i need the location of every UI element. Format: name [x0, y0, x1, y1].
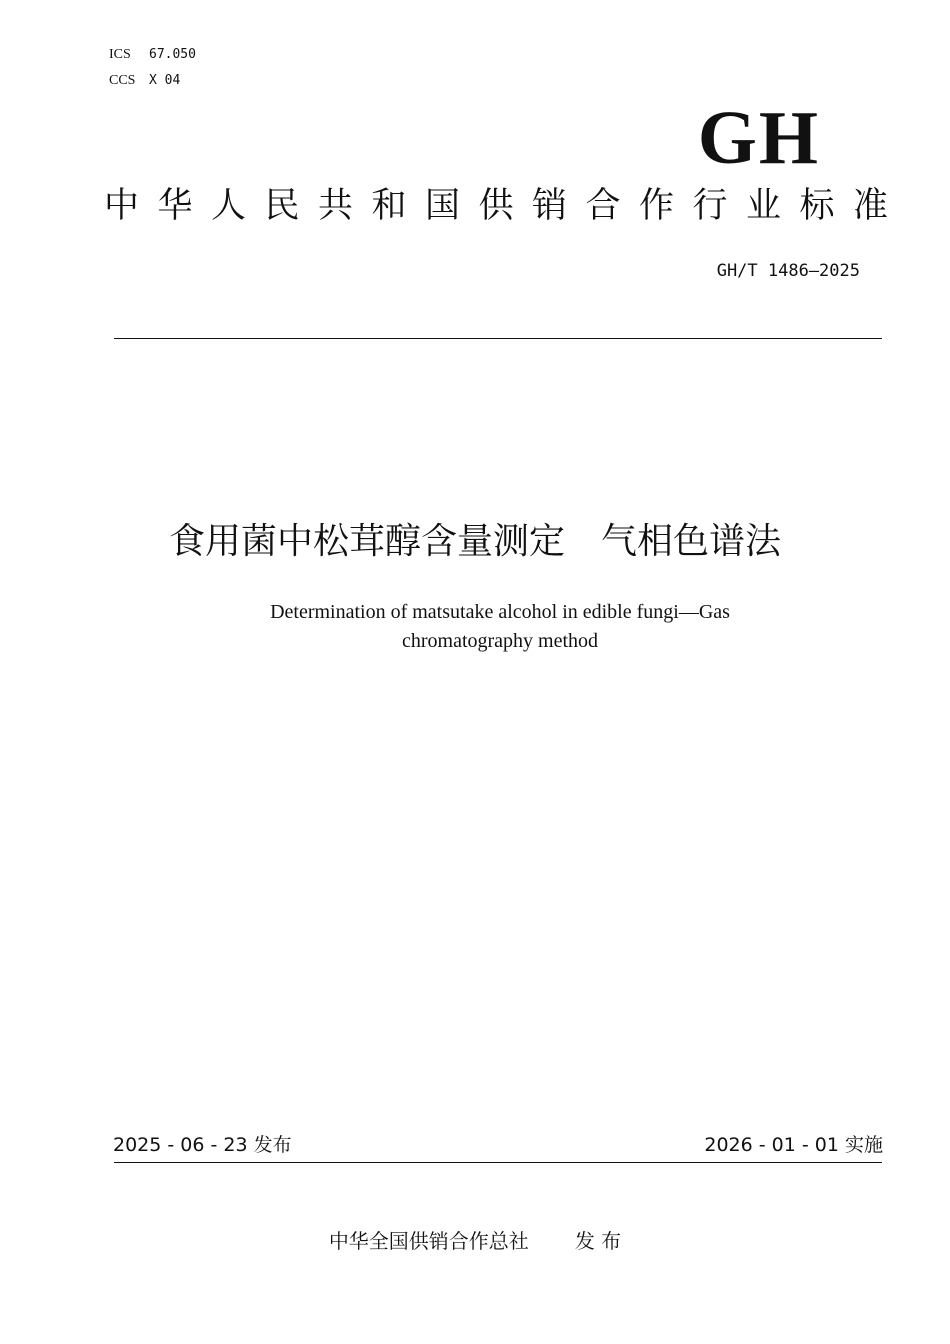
title-english-line1: Determination of matsutake alcohol in edible fungi—Gas: [270, 601, 730, 623]
publisher-name: 中华全国供销合作总社: [328, 1229, 529, 1253]
ics-label: ICS: [109, 47, 131, 62]
ccs-classification: [109, 72, 180, 89]
publisher: [0, 1227, 950, 1255]
title-english: [175, 598, 825, 656]
publisher-action: 发 布: [574, 1229, 622, 1253]
implementation-date: 2026 - 01 - 01 实施: [704, 1134, 883, 1156]
top-divider: [114, 338, 882, 339]
title-chinese: 食用菌中松茸醇含量测定 气相色谱法: [168, 521, 781, 562]
bottom-divider: [114, 1162, 882, 1163]
standard-organization: 中华人民共和国供销合作行业标准: [104, 186, 907, 226]
ccs-value: X 04: [149, 73, 181, 88]
ics-classification: [109, 46, 196, 63]
standard-code: GH/T 1486—2025: [716, 261, 860, 281]
title-english-line2: chromatography method: [401, 630, 599, 652]
ics-value: 67.050: [149, 47, 196, 62]
issue-date: 2025 - 06 - 23 发布: [113, 1134, 292, 1156]
ccs-label: CCS: [109, 73, 136, 88]
standard-logo: GH: [697, 96, 820, 180]
